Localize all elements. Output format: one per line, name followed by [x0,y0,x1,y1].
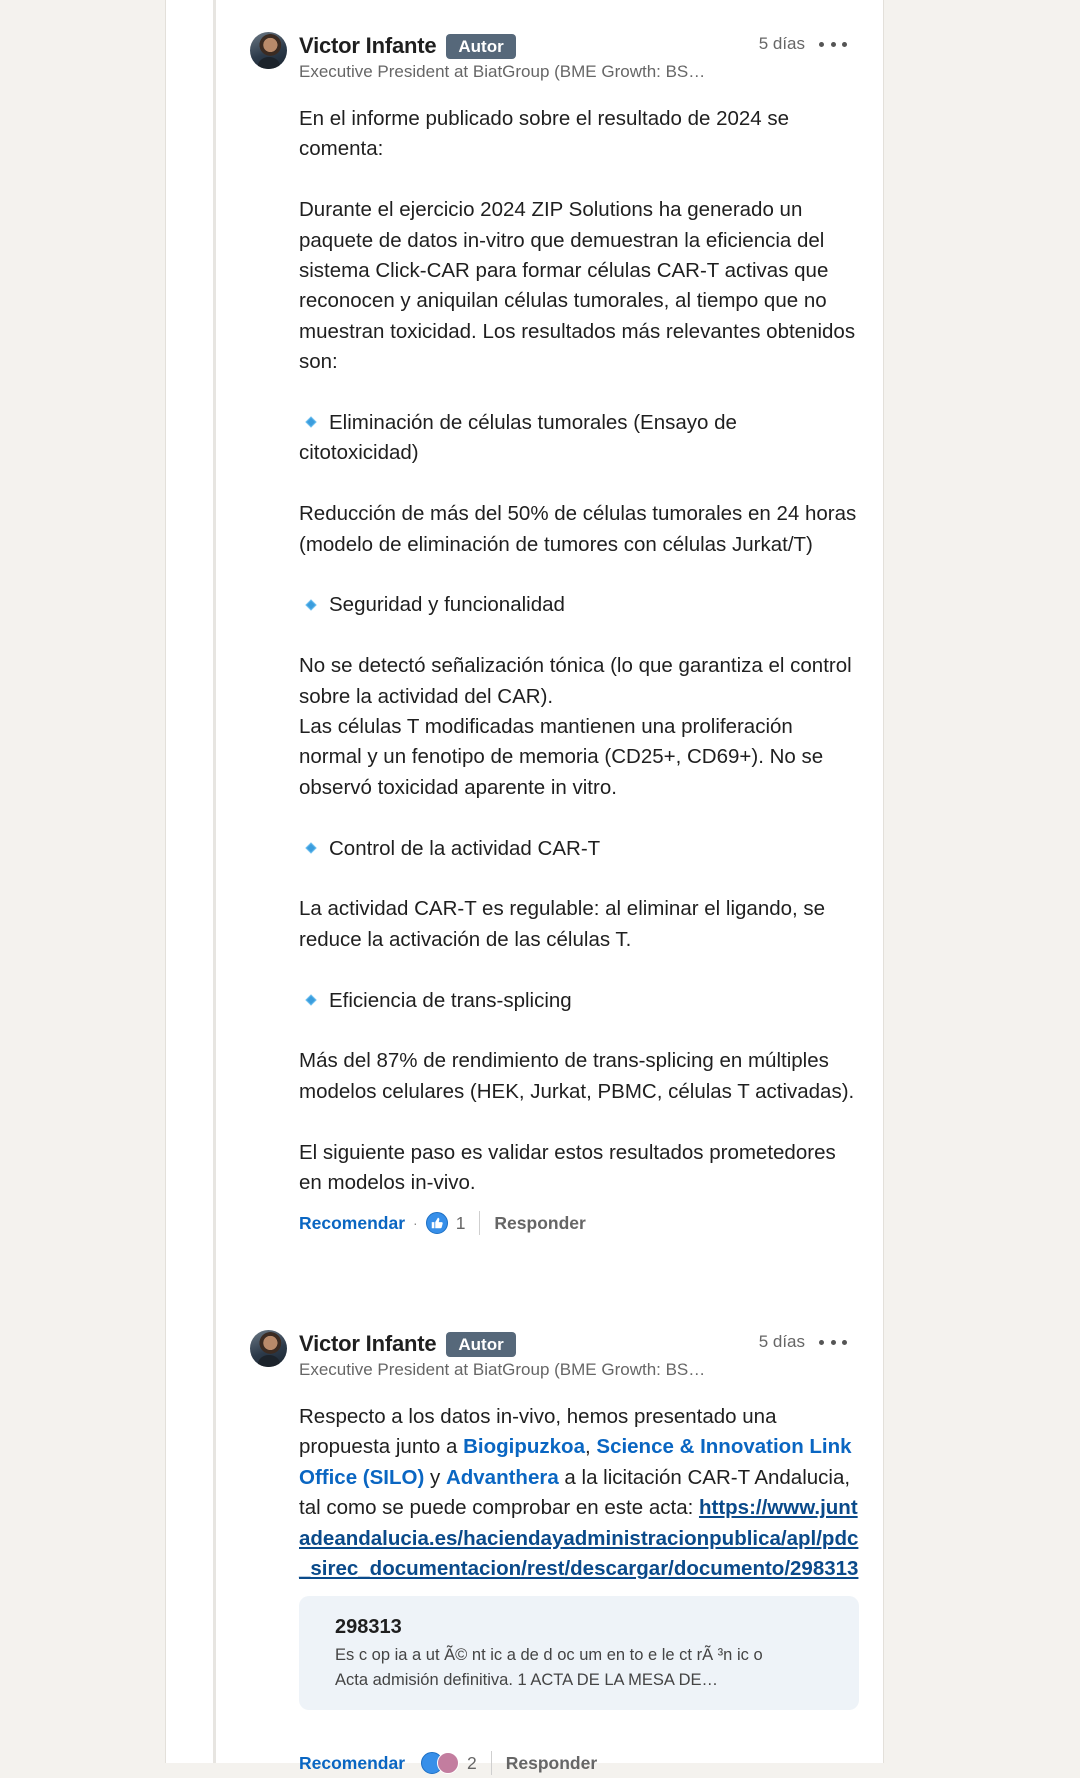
divider [479,1211,480,1235]
bullet-item [299,590,859,620]
author-headline: Executive President at BiatGroup (BME Growth: BS… [299,62,706,81]
reply-button[interactable]: Responder [505,1752,598,1773]
document-link[interactable]: https://www.juntadeandalucia.es/haciendayadministracionpublica/apl/pdc_sirec_documentacion/rest/descargar/documento/298313 [299,1496,859,1581]
bullet-text: Control de la actividad CAR-T [329,836,601,860]
comment-text [299,104,859,1198]
author-badge: Autor [446,1332,515,1357]
reaction-count[interactable]: 2 [467,1752,477,1773]
bullet-text: Seguridad y funcionalidad [329,593,565,617]
reply-button[interactable]: Responder [494,1212,586,1233]
timestamp: 5 días [758,34,805,53]
paragraph: Durante el ejercicio 2024 ZIP Solutions ha generado un paquete de datos in-vitro que demuestran la eficiencia del sistema Click-CAR para formar células CAR-T activas que reconocen y aniquilan células tumorales, al tiempo que no muestran toxicidad. Los resultados más relevantes obtenidos son: [299,198,856,374]
preview-description [335,1643,823,1693]
recommend-button[interactable]: Recomendar [299,1752,406,1773]
comment-body [299,1330,859,1710]
more-options-icon[interactable] [819,32,847,56]
like-icon[interactable] [426,1212,448,1234]
preview-line: Acta admisión definitiva. 1 ACTA DE LA MESA DE… [335,1671,719,1690]
preview-line: Es c op ia a ut Ã© nt ic a de d oc um en to e le ct rÃ ³n ic o [335,1646,763,1665]
mention-biogipuzkoa[interactable]: Biogipuzkoa [463,1435,585,1459]
paragraph: Las células T modificadas mantienen una proliferación normal y un fenotipo de memoria (CD25+, CD69+). No se observó toxicidad aparente in vitro. [299,715,824,799]
love-icon [437,1752,459,1774]
paragraph: Reducción de más del 50% de células tumorales en 24 horas (modelo de eliminación de tumores con células Jurkat/T) [299,502,857,556]
timestamp: 5 días [758,1332,805,1351]
avatar[interactable] [250,1330,287,1367]
bullet-text: Eficiencia de trans-splicing [329,988,572,1012]
mention-silo[interactable]: Science & Innovation Link Office (SILO) [299,1435,852,1489]
bullet-text: Eliminación de células tumorales (Ensayo de citotoxicidad) [299,411,737,465]
author-name[interactable]: Victor Infante [299,33,437,58]
paragraph: No se detectó señalización tónica (lo que garantiza el control sobre la actividad del CAR). [299,654,852,708]
small-blue-diamond-icon [305,416,316,427]
paragraph: En el informe publicado sobre el resultado de 2024 se comenta: [299,107,790,161]
recommend-button[interactable]: Recomendar [299,1212,406,1233]
text-segment: , [584,1435,597,1459]
small-blue-diamond-icon [305,599,316,610]
author-badge: Autor [446,34,515,59]
paragraph: El siguiente paso es validar estos resultados prometedores en modelos in-vivo. [299,1140,836,1195]
avatar[interactable] [250,32,287,69]
thread-line [213,0,216,1763]
reaction-icons[interactable] [421,1752,459,1774]
small-blue-diamond-icon [305,842,316,853]
author-name[interactable]: Victor Infante [299,1331,437,1356]
comment-text [299,1402,859,1584]
paragraph: La actividad CAR-T es regulable: al eliminar el ligando, se reduce la activación de las células T. [299,897,826,951]
text-segment: a la licitación CAR-T Andalucia, tal como se puede comprobar en este acta: [299,1465,851,1520]
reaction-count[interactable]: 1 [455,1212,466,1233]
comment-actions [299,1208,859,1238]
bullet-item [299,408,859,469]
mention-advanthera[interactable]: Advanthera [445,1465,559,1489]
bullet-item [299,986,859,1016]
author-headline: Executive President at BiatGroup (BME Growth: BS… [299,1360,706,1379]
link-preview-card[interactable] [299,1596,859,1710]
bullet-item [299,834,859,864]
preview-title: 298313 [335,1616,402,1639]
text-segment: y [424,1465,446,1489]
comment-actions [299,1748,597,1778]
more-options-icon[interactable] [819,1330,847,1354]
text-segment: Respecto a los datos in-vivo, hemos presentado una propuesta junto a [299,1405,777,1459]
paragraph: Más del 87% de rendimiento de trans-splicing en múltiples modelos celulares (HEK, Jurkat, PBMC, células T activadas). [299,1049,855,1103]
comment-body [299,32,859,1238]
small-blue-diamond-icon [305,994,316,1005]
separator: · [413,1215,418,1232]
divider [491,1751,492,1775]
